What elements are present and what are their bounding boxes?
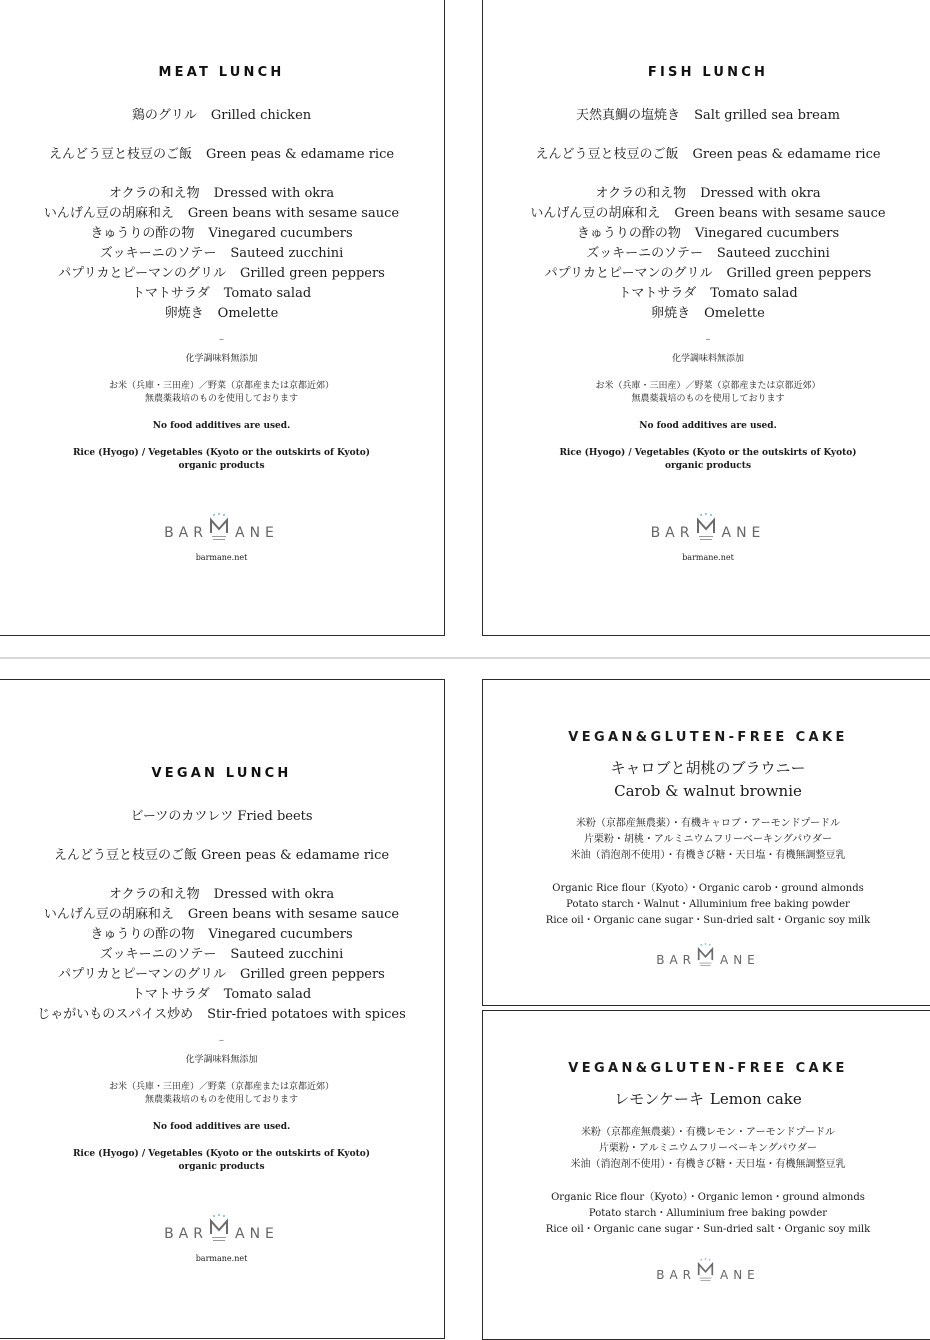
side-dish: じゃがいものスパイス炒め Stir-fried potatoes with spices — [37, 1007, 406, 1022]
logo-text-right: ANE — [235, 1226, 279, 1242]
cake-title: VEGAN&GLUTEN-FREE CAKE — [568, 1061, 848, 1076]
no-additives-en: No food additives are used. — [639, 421, 777, 431]
logo-m-icon — [209, 1214, 229, 1242]
no-additives-jp: 化学調味料無添加 — [671, 354, 744, 364]
side-dish: きゅうりの酢の物 Vinegared cucumbers — [90, 927, 353, 942]
organic-en: organic products — [664, 461, 752, 471]
logo-text-left: BAR — [164, 525, 208, 541]
ingredient-line-en: Potato starch・Alluminium free baking powder — [588, 1208, 828, 1219]
side-dish: 卵焼き Omelette — [651, 306, 765, 321]
logo-text-right: ANE — [720, 953, 760, 967]
side-dish: トマトサラダ Tomato salad — [131, 987, 312, 1002]
logo-text-left: BAR — [656, 953, 696, 967]
logo-m-icon — [209, 513, 229, 541]
logo-text-right: ANE — [721, 525, 766, 541]
origin-en: Rice (Hyogo) / Vegetables (Kyoto or the outskirts of Kyoto) — [72, 448, 371, 458]
ingredient-line-jp: 米油（消泡剤不使用）・有機きび糖・天日塩・有機無調整豆乳 — [570, 850, 846, 861]
side-dish: パプリカとピーマンのグリル Grilled green peppers — [58, 967, 385, 982]
ingredient-line-jp: 片栗粉・アルミニウムフリーベーキングパウダー — [598, 1143, 818, 1154]
rice-dish: えんどう豆と枝豆のご飯 Green peas & edamame rice — [48, 147, 395, 162]
organic-jp: 無農薬栽培のものを使用しております — [631, 394, 785, 404]
origin-en: Rice (Hyogo) / Vegetables (Kyoto or the outskirts of Kyoto) — [72, 1149, 371, 1159]
logo-m-icon — [697, 943, 714, 967]
ingredient-line-jp: 米粉（京都産無農薬）・有機レモン・アーモンドプードル — [580, 1127, 836, 1138]
page-separator — [0, 657, 930, 659]
side-dish: きゅうりの酢の物 Vinegared cucumbers — [576, 226, 840, 241]
logo-m-icon — [697, 1258, 714, 1282]
organic-jp: 無農薬栽培のものを使用しております — [144, 394, 298, 404]
side-dish: パプリカとピーマンのグリル Grilled green peppers — [58, 266, 385, 281]
cake-card-lemon — [482, 1010, 930, 1340]
menu-title: VEGAN LUNCH — [151, 766, 292, 781]
barmane-logo — [483, 513, 930, 562]
side-dish: きゅうりの酢の物 Vinegared cucumbers — [90, 226, 353, 241]
origin-en: Rice (Hyogo) / Vegetables (Kyoto or the outskirts of Kyoto) — [559, 448, 857, 458]
fish-lunch-card — [482, 0, 930, 636]
origin-jp: お米（兵庫・三田産）／野菜（京都産または京都近郊） — [108, 381, 334, 391]
side-dish: いんげん豆の胡麻和え Green beans with sesame sauce — [43, 907, 400, 922]
rice-dish: えんどう豆と枝豆のご飯 Green peas & edamame rice — [535, 147, 881, 162]
side-dish: オクラの和え物 Dressed with okra — [108, 186, 335, 201]
ingredient-line-en: Rice oil・Organic cane sugar・Sun-dried salt・Organic soy milk — [545, 915, 871, 926]
barmane-logo — [0, 513, 444, 562]
cake-name — [483, 1088, 930, 1109]
cake-name-jp: キャロブと胡桃のブラウニー — [610, 759, 806, 777]
logo-text-left: BAR — [164, 1226, 208, 1242]
main-dish: 天然真鯛の塩焼き Salt grilled sea bream — [576, 108, 840, 123]
no-additives-en: No food additives are used. — [152, 421, 291, 431]
barmane-logo — [0, 1214, 444, 1263]
side-dish: トマトサラダ Tomato salad — [131, 286, 312, 301]
cake-name-jp: レモンケーキ — [614, 1090, 704, 1108]
origin-jp: お米（兵庫・三田産）／野菜（京都産または京都近郊） — [595, 381, 821, 391]
ingredient-line-en: Rice oil・Organic cane sugar・Sun-dried salt・Organic soy milk — [545, 1224, 871, 1235]
ingredient-line-en: Organic Rice flour（Kyoto）・Organic carob・ground almonds — [552, 883, 864, 894]
ingredient-line-en: Potato starch・Walnut・Alluminium free baking powder — [566, 899, 850, 910]
organic-en: organic products — [178, 1162, 265, 1172]
divider-dash: – — [705, 334, 711, 345]
side-dish: ズッキーニのソテー Sauteed zucchini — [586, 246, 830, 261]
organic-jp: 無農薬栽培のものを使用しております — [144, 1095, 298, 1105]
no-additives-en: No food additives are used. — [152, 1122, 291, 1132]
side-dish: 卵焼き Omelette — [164, 306, 279, 321]
ingredient-line-jp: 片栗粉・胡桃・アルミニウムフリーベーキングパウダー — [583, 834, 833, 845]
side-dish: いんげん豆の胡麻和え Green beans with sesame sauce — [43, 206, 400, 221]
cake-name-en: Carob & walnut brownie — [614, 782, 802, 800]
ingredient-line-jp: 米粉（京都産無農薬）・有機キャロブ・アーモンドプードル — [575, 818, 841, 829]
divider-dash: – — [219, 1035, 224, 1046]
ingredient-line-en: Organic Rice flour（Kyoto）・Organic lemon・ground almonds — [551, 1192, 865, 1203]
side-dish: いんげん豆の胡麻和え Green beans with sesame sauce — [530, 206, 886, 221]
side-dish: ズッキーニのソテー Sauteed zucchini — [99, 246, 344, 261]
side-dish: トマトサラダ Tomato salad — [618, 286, 798, 301]
menu-title: MEAT LUNCH — [158, 65, 285, 80]
meat-lunch-card — [0, 0, 445, 636]
no-additives-jp: 化学調味料無添加 — [185, 354, 258, 364]
organic-en: organic products — [178, 461, 265, 471]
ingredient-line-jp: 米油（消泡剤不使用）・有機きび糖・天日塩・有機無調整豆乳 — [570, 1159, 846, 1170]
cake-card-brownie — [482, 679, 930, 1006]
menu-title: FISH LUNCH — [647, 65, 769, 80]
rice-dish: えんどう豆と枝豆のご飯 Green peas & edamame rice — [53, 848, 390, 863]
main-dish: ビーツのカツレツ Fried beets — [130, 809, 313, 824]
barmane-logo — [483, 943, 930, 967]
website-url: barmane.net — [195, 553, 248, 562]
vegan-lunch-card — [0, 679, 445, 1339]
website-url: barmane.net — [195, 1254, 248, 1263]
side-dish: ズッキーニのソテー Sauteed zucchini — [99, 947, 344, 962]
side-dish: パプリカとピーマンのグリル Grilled green peppers — [544, 266, 872, 281]
cake-name-en: Lemon cake — [709, 1090, 802, 1108]
cake-title: VEGAN&GLUTEN-FREE CAKE — [568, 730, 848, 745]
origin-jp: お米（兵庫・三田産）／野菜（京都産または京都近郊） — [108, 1082, 334, 1092]
logo-text-right: ANE — [235, 525, 279, 541]
side-dish: オクラの和え物 Dressed with okra — [595, 186, 821, 201]
logo-text-left: BAR — [650, 525, 695, 541]
main-dish: 鶏のグリル Grilled chicken — [131, 108, 312, 123]
logo-text-left: BAR — [656, 1268, 696, 1282]
no-additives-jp: 化学調味料無添加 — [185, 1055, 258, 1065]
barmane-logo — [483, 1258, 930, 1282]
logo-text-right: ANE — [720, 1268, 760, 1282]
divider-dash: – — [219, 334, 224, 345]
website-url: barmane.net — [682, 553, 734, 562]
side-dish: オクラの和え物 Dressed with okra — [108, 887, 335, 902]
logo-m-icon — [696, 513, 716, 541]
